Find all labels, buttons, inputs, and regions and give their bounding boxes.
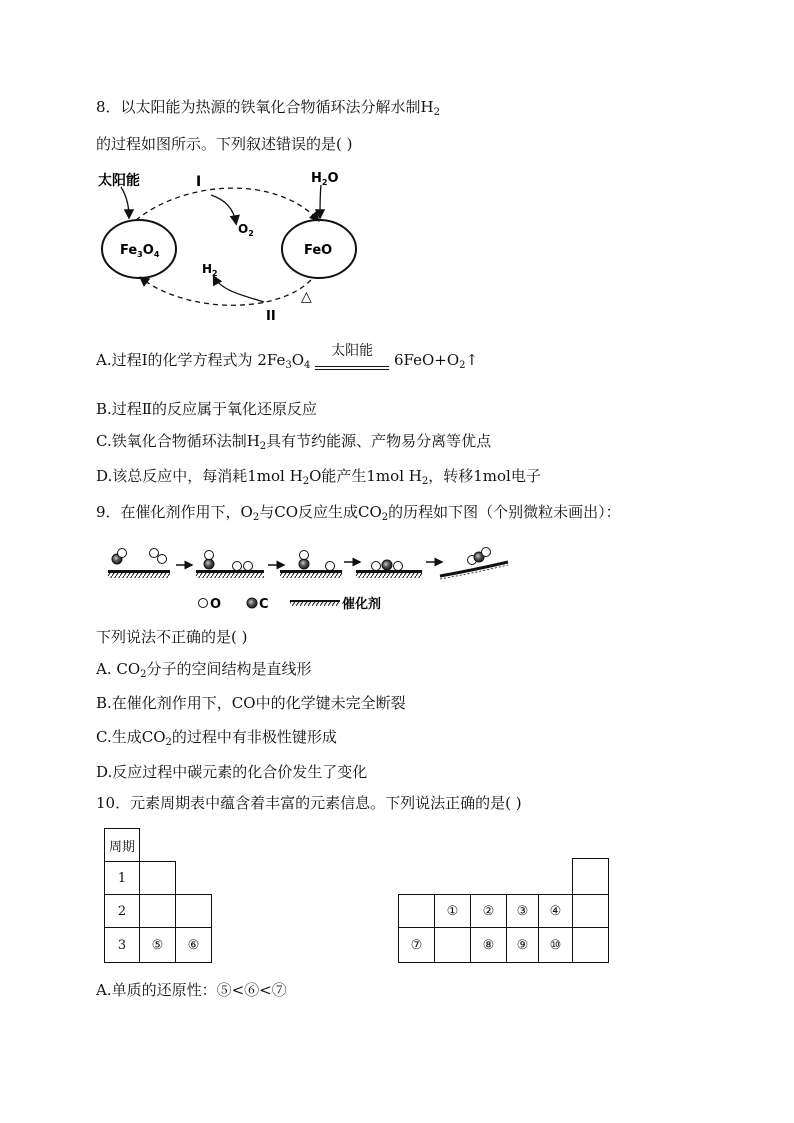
h2-label: $H_2$ (202, 262, 218, 278)
cell-1-1 (139, 861, 176, 895)
solar-arrow (121, 187, 129, 217)
step1-label: I (196, 174, 202, 190)
q10-option-a[interactable]: A.单质的还原性：⑤<⑥<⑦ (96, 981, 287, 999)
header-cell: 周期 (104, 828, 140, 862)
element-2: ② (470, 894, 507, 928)
element-4: ④ (538, 894, 573, 928)
q9-option-a[interactable]: A. $CO_2$分子的空间结构是直线形 (96, 660, 312, 680)
element-10: ⑩ (538, 927, 573, 963)
element-8: ⑧ (470, 927, 507, 963)
element-3: ③ (506, 894, 539, 928)
h2-branch (214, 277, 264, 302)
stage-1 (108, 549, 170, 579)
element-9: ⑨ (506, 927, 539, 963)
stage-5 (440, 548, 508, 580)
cell-1-18 (572, 858, 609, 895)
cell-3-18 (572, 927, 609, 963)
legend-o-label: O (210, 597, 222, 612)
periodic-table (104, 828, 614, 968)
o2-branch (211, 195, 236, 223)
water-arrow (320, 185, 321, 217)
stage-3 (280, 551, 342, 579)
feo-label: FeO (304, 243, 333, 258)
stage-2 (196, 551, 264, 579)
element-6: ⑥ (175, 927, 212, 963)
cell-3-14 (434, 927, 471, 963)
q9-question: 下列说法不正确的是( ) (96, 628, 248, 646)
q9-option-d[interactable]: D.反应过程中碳元素的化合价发生了变化 (96, 763, 368, 781)
q8-option-c[interactable]: C.铁氧化合物循环法制$H_2$具有节约能源、产物易分离等优点 (96, 432, 492, 452)
period-2-cell: 2 (104, 894, 140, 928)
cell-2-1 (139, 894, 176, 928)
heat-symbol: △ (301, 289, 312, 305)
period-1-cell: 1 (104, 861, 140, 895)
cell-2-13 (398, 894, 435, 928)
legend (199, 596, 382, 612)
o2-label: $O_2$ (238, 222, 254, 238)
reaction-condition: 太阳能 (315, 357, 389, 370)
q8-option-d[interactable]: D.该总反应中，每消耗1mol $H_2O$能产生1mol $H_2$，转移1mol电子 (96, 467, 541, 487)
q8-option-a[interactable]: A.过程Ⅰ的化学方程式为 $2Fe_3O_4$ 太阳能 $6FeO+O_2↑$ (96, 343, 479, 371)
fe3o4-ellipse (102, 220, 176, 278)
q9-stem: 9．在催化剂作用下，$O_2$与CO反应生成$CO_2$的历程如下图（个别微粒未画出）： (96, 503, 621, 523)
q9-option-c[interactable]: C.生成$CO_2$的过程中有非极性键形成 (96, 728, 337, 748)
element-1: ① (434, 894, 471, 928)
fe3o4-label: $Fe_3O_4$ (120, 243, 160, 259)
step2-path (141, 278, 311, 305)
solar-label: 太阳能 (98, 173, 140, 189)
period-3-cell: 3 (104, 927, 140, 963)
q8-stem-line2: 的过程如图所示。下列叙述错误的是( ) (96, 135, 353, 153)
stage-4 (356, 560, 422, 578)
q9-mechanism-diagram (104, 540, 524, 615)
step2-label: II (266, 309, 276, 324)
q9-option-b[interactable]: B.在催化剂作用下，CO中的化学键未完全断裂 (96, 694, 406, 712)
q10-stem: 10．元素周期表中蕴含着丰富的元素信息。下列说法正确的是( ) (96, 794, 522, 812)
legend-catalyst-label: 催化剂 (342, 597, 382, 612)
cell-2-2 (175, 894, 212, 928)
h2o-label: $H_2O$ (311, 171, 339, 187)
q8-option-b[interactable]: B.过程Ⅱ的反应属于氧化还原反应 (96, 400, 317, 418)
element-5: ⑤ (139, 927, 176, 963)
element-7: ⑦ (398, 927, 435, 963)
cell-2-18 (572, 894, 609, 928)
q8-cycle-diagram (96, 165, 376, 325)
legend-c-label: C (259, 597, 269, 612)
q8-stem-line1: 8．以太阳能为热源的铁氧化合物循环法分解水制$H_2$ (96, 98, 441, 118)
